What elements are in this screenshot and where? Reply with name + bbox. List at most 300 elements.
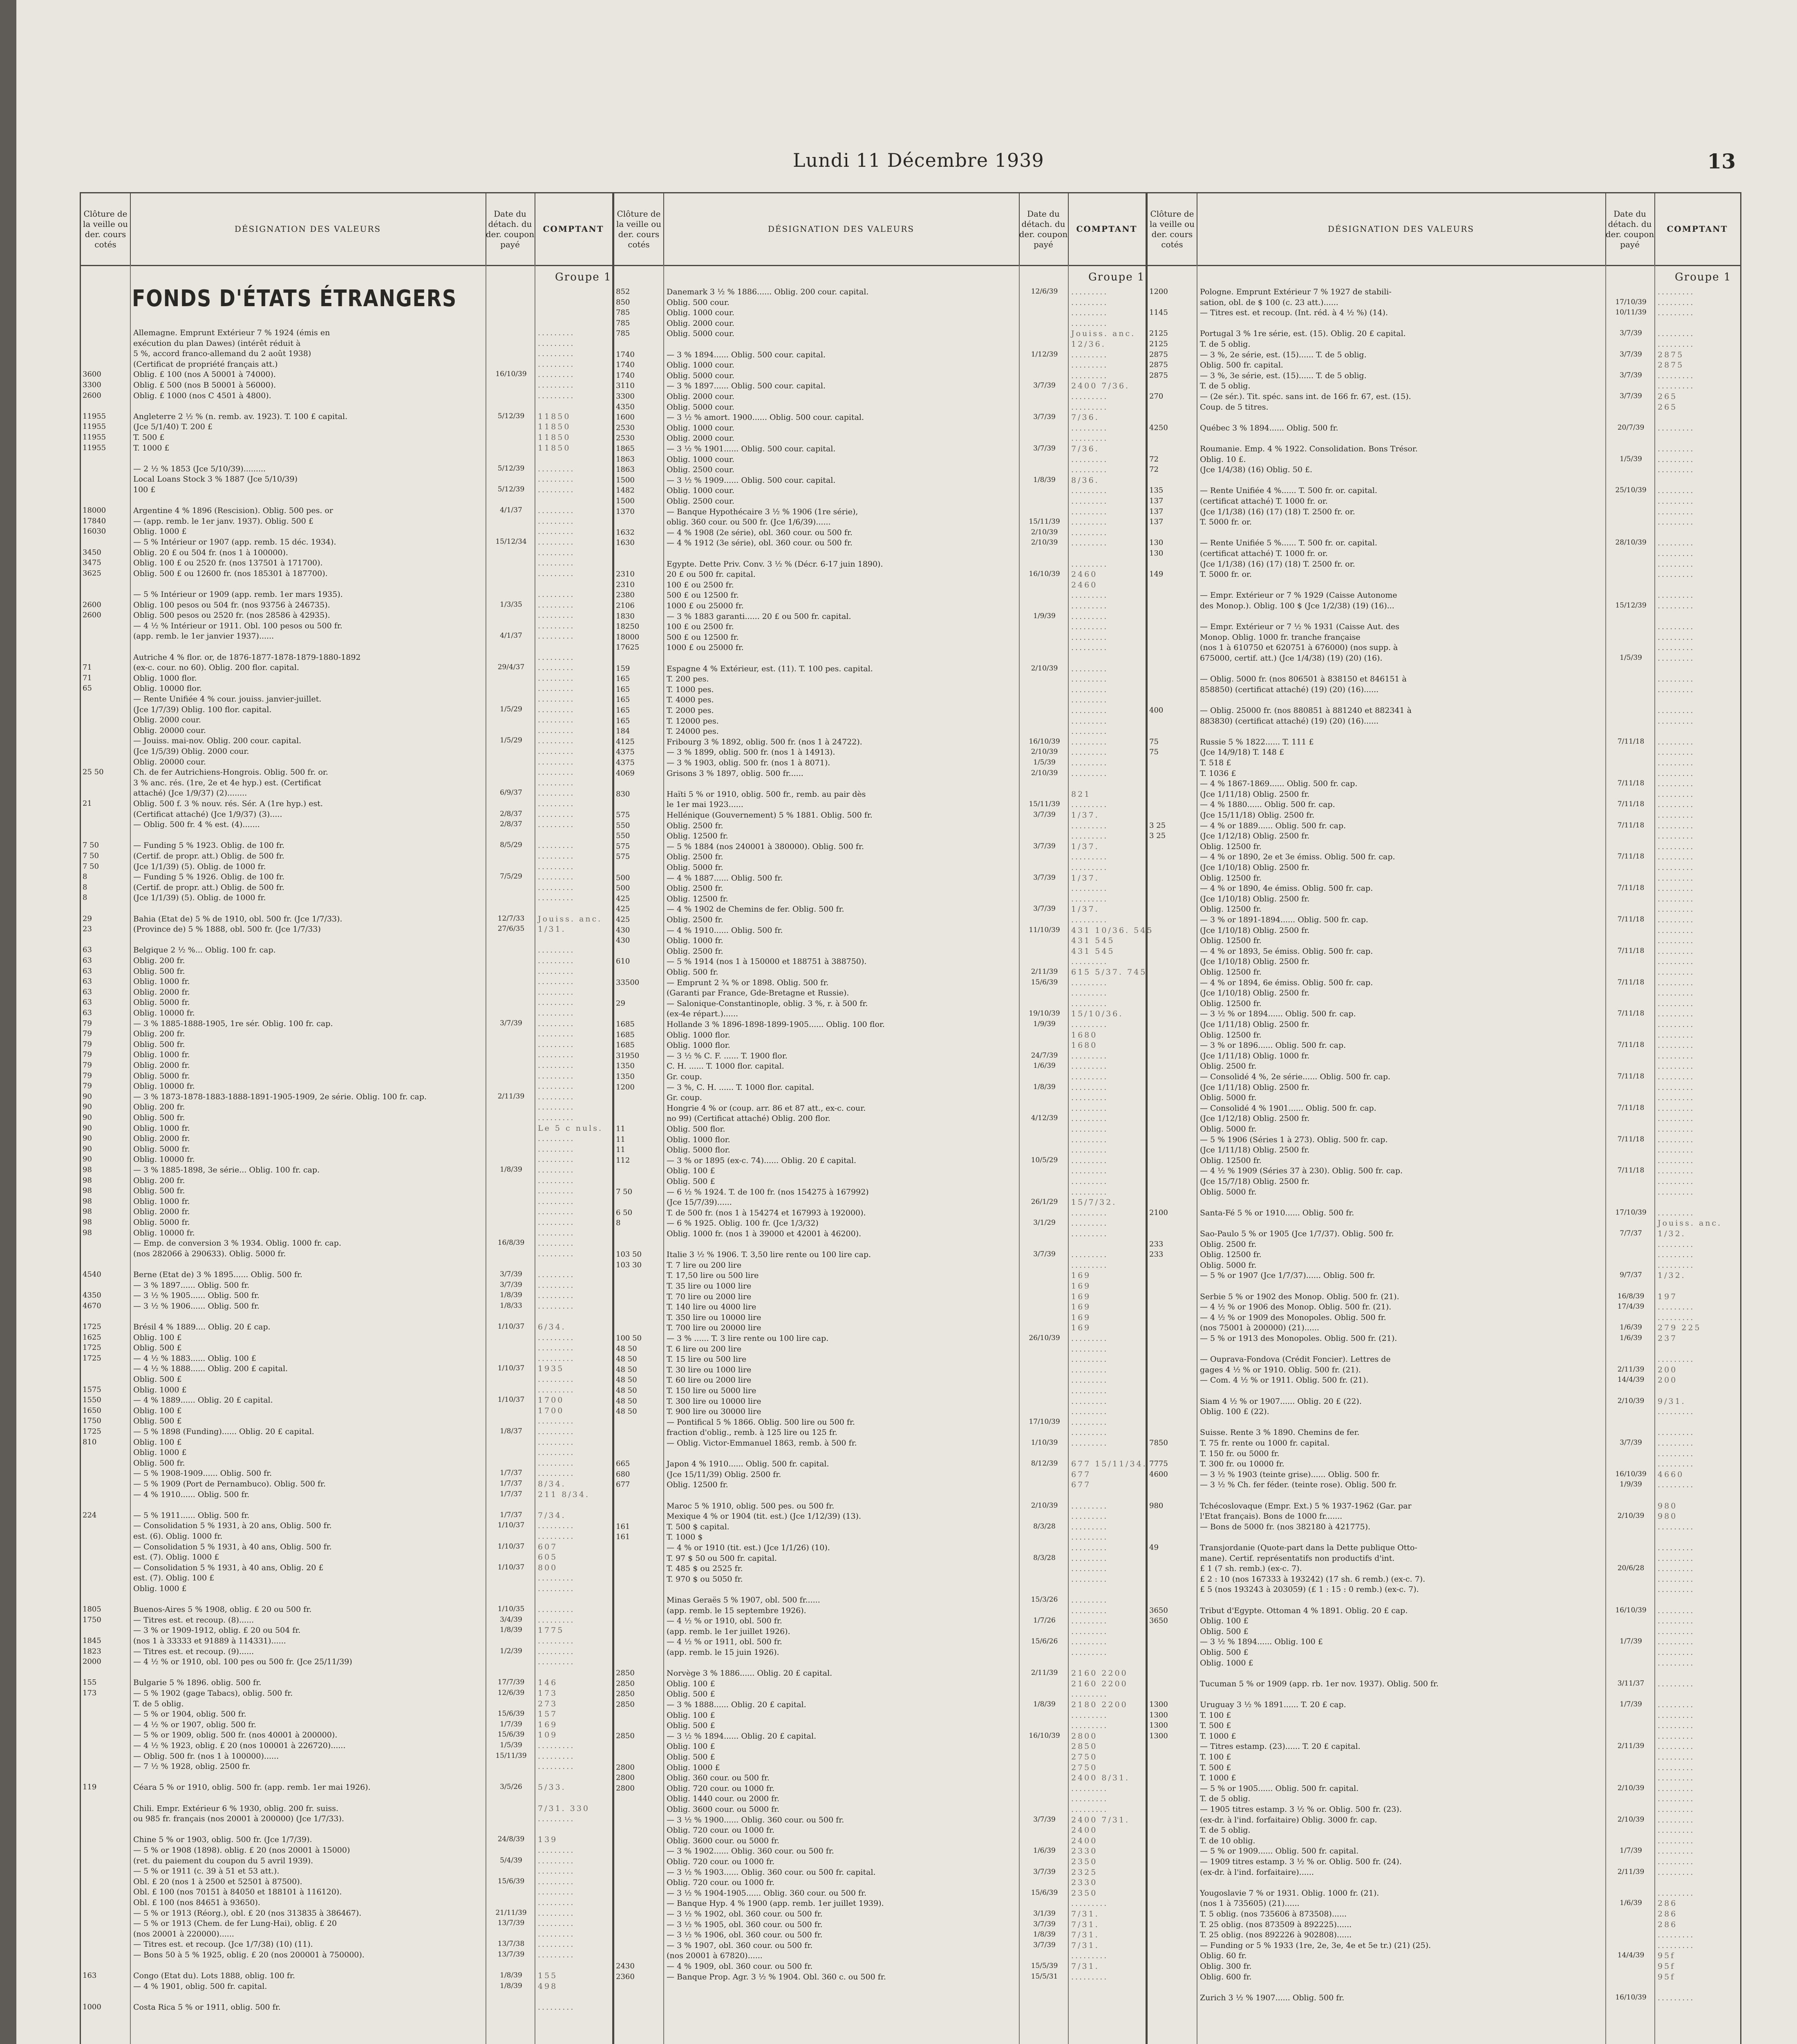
row-designation: Oblig. 500 flor.	[667, 1125, 725, 1134]
leader-dots: .........	[1658, 444, 1695, 453]
list-item	[614, 434, 1146, 444]
row-designation: Hongrie 4 % or (coup. arr. 86 et 87 att., ex-c. cour.	[667, 1103, 866, 1113]
row-comptant: 6/34.	[538, 1322, 566, 1331]
row-designation: — 3 % 1873-1878-1883-1888-1891-1905-1909, 2e série. Oblig. 100 fr. cap.	[133, 1092, 427, 1101]
row-designation: Gr. coup.	[667, 1093, 702, 1103]
list-item	[1148, 1250, 1740, 1260]
row-designation: Hellénique (Gouvernement) 5 % 1881. Oblig. 500 fr.	[667, 811, 873, 820]
row-designation: Oblig. 200 fr.	[133, 956, 185, 965]
list-item	[81, 1009, 612, 1018]
row-designation: Oblig. 500 cour.	[667, 298, 730, 307]
row-cloture: 785	[616, 329, 630, 338]
row-date-detach: 5/12/39	[497, 464, 525, 473]
leader-dots: .........	[1071, 1428, 1108, 1437]
leader-dots: .........	[538, 1867, 575, 1876]
row-designation: — 5 % Intérieur or 1907 (app. remb. 15 déc. 1934).	[133, 538, 336, 547]
row-cloture: 1500	[616, 475, 635, 484]
row-cloture: 184	[616, 727, 630, 736]
list-item	[614, 1721, 1146, 1731]
row-cloture: 2600	[83, 391, 101, 400]
row-date-detach: 7/11/18	[1617, 884, 1645, 892]
row-date-detach: 14/4/39	[1617, 1376, 1645, 1384]
row-cloture: 90	[83, 1134, 92, 1143]
leader-dots: .........	[1658, 570, 1695, 579]
row-designation: T. 5000 fr. or.	[1200, 570, 1252, 579]
list-item	[81, 758, 612, 767]
list-item	[1148, 685, 1740, 695]
row-cloture: 430	[616, 926, 630, 935]
row-comptant: 2325	[1071, 1867, 1098, 1877]
row-designation: Oblig. 1000 £	[667, 1763, 720, 1772]
list-item	[1148, 1271, 1740, 1281]
row-designation: Oblig. 1000 £	[133, 1385, 187, 1394]
leader-dots: .........	[1658, 329, 1695, 338]
list-item	[1148, 1522, 1740, 1532]
row-date-detach: 1/7/37	[500, 1469, 522, 1477]
row-designation: Oblig. 1000 flor.	[667, 1041, 730, 1050]
leader-dots: .........	[1658, 1585, 1695, 1594]
row-date-detach: 16/10/39	[1029, 1731, 1060, 1740]
list-item	[81, 841, 612, 851]
leader-dots: .........	[1071, 1208, 1108, 1217]
list-item	[81, 475, 612, 484]
row-designation: Tucuman 5 % or 1909 (app. rb. 1er nov. 1937). Oblig. 500 fr.	[1200, 1679, 1439, 1688]
row-cloture: 17625	[616, 643, 640, 652]
leader-dots: .........	[1071, 1637, 1108, 1647]
list-item	[614, 1659, 1146, 1668]
row-cloture: 1625	[83, 1333, 101, 1342]
row-cloture: 3475	[83, 558, 101, 567]
leader-dots: .........	[538, 778, 575, 787]
list-item	[1148, 1868, 1740, 1878]
list-item	[614, 1292, 1146, 1302]
list-item	[1148, 591, 1740, 601]
row-designation: Oblig. 12500 fr.	[1200, 968, 1262, 977]
row-designation: — 5 % or 1904, oblig. 500 fr.	[133, 1710, 246, 1719]
row-designation: — 5 % or 1909...... Oblig. 500 fr. capital.	[1200, 1847, 1359, 1856]
leader-dots: .........	[1071, 1951, 1108, 1961]
row-designation: (Jce 1/12/18) Oblig. 2500 fr.	[1200, 831, 1310, 841]
list-item	[1148, 1878, 1740, 1888]
row-cloture: 2360	[616, 1972, 635, 1981]
list-item	[614, 424, 1146, 433]
row-cloture: 7 50	[83, 841, 99, 850]
row-cloture: 48 50	[616, 1407, 637, 1416]
row-cloture: 98	[83, 1207, 92, 1216]
leader-dots: .........	[1071, 1596, 1108, 1605]
list-item	[81, 1584, 612, 1594]
list-item	[1148, 486, 1740, 496]
row-cloture: 425	[616, 905, 630, 914]
row-date-detach: 4/12/39	[1031, 1114, 1058, 1123]
leader-dots: .........	[1658, 1480, 1695, 1490]
leader-dots: .........	[1658, 1156, 1695, 1165]
list-item	[81, 517, 612, 527]
list-item	[81, 1982, 612, 1992]
list-item	[614, 894, 1146, 904]
row-date-detach: 2/10/39	[1031, 748, 1058, 756]
row-cloture: 3600	[83, 370, 101, 379]
list-item	[1148, 717, 1740, 726]
row-cloture: 98	[83, 1186, 92, 1195]
row-designation: (app. remb. le 1er juillet 1926).	[667, 1627, 790, 1636]
list-item	[1148, 1983, 1740, 1992]
row-comptant: 1/37.	[1071, 873, 1099, 883]
list-item	[1148, 1930, 1740, 1940]
row-designation: Oblig. 5000 fr.	[1200, 1187, 1257, 1197]
row-designation: Oblig. 500 fr. capital.	[1200, 361, 1283, 370]
row-cloture: 137	[1149, 507, 1164, 516]
row-designation: Oblig. 2000 cour.	[667, 392, 734, 401]
list-item	[1148, 1502, 1740, 1511]
row-cloture: 1300	[1149, 1700, 1168, 1709]
row-cloture: 11955	[83, 433, 106, 442]
list-item	[81, 1343, 612, 1353]
row-comptant: 8/34.	[538, 1479, 566, 1488]
row-cloture: 161	[616, 1522, 630, 1531]
row-designation: — 3 ½ % 1904-1905...... Oblig. 360 cour. ou 500 fr.	[667, 1888, 867, 1898]
row-designation: (Jce 1/10/18) Oblig. 2500 fr.	[1200, 863, 1310, 872]
list-item	[614, 1156, 1146, 1166]
leader-dots: .........	[1658, 1313, 1695, 1322]
row-designation: T. de 10 oblig.	[1200, 1836, 1255, 1845]
list-item	[614, 1031, 1146, 1040]
leader-dots: .........	[1658, 1062, 1695, 1071]
list-item	[81, 925, 612, 935]
list-item	[81, 1898, 612, 1908]
list-item	[614, 1543, 1146, 1553]
row-designation: Brésil 4 % 1889.... Oblig. 20 £ cap.	[133, 1322, 271, 1331]
list-item	[614, 1439, 1146, 1448]
list-item	[81, 433, 612, 443]
row-designation: 100 £	[133, 485, 156, 494]
row-date-detach: 7/11/18	[1617, 1135, 1645, 1143]
row-designation: Russie 5 % 1822...... T. 111 £	[1200, 737, 1314, 746]
scan-edge	[0, 0, 16, 2044]
row-designation: — 4 % or 1890, 2e et 3e émiss. Oblig. 500 fr. cap.	[1200, 852, 1395, 862]
leader-dots: .........	[1071, 1564, 1108, 1573]
list-item	[614, 1072, 1146, 1082]
leader-dots: .........	[538, 1751, 575, 1761]
leader-dots: .........	[538, 1657, 575, 1667]
row-designation: Oblig. 1000 £	[133, 1448, 187, 1457]
list-item	[1148, 1323, 1740, 1333]
list-item	[1148, 988, 1740, 998]
leader-dots: .........	[1071, 1229, 1108, 1238]
list-item	[614, 1219, 1146, 1228]
list-item	[1148, 1062, 1740, 1071]
row-cloture: 810	[83, 1437, 97, 1446]
list-item	[1148, 1648, 1740, 1658]
list-item	[81, 485, 612, 495]
row-designation: Oblig. 12500 fr.	[1200, 905, 1262, 914]
row-designation: (Certificat attaché) (Jce 1/9/37) (3).....	[133, 809, 282, 819]
row-comptant: 4660	[1658, 1470, 1684, 1479]
list-item	[81, 1867, 612, 1876]
list-item	[81, 1029, 612, 1039]
row-comptant: 11850	[538, 433, 571, 442]
row-cloture: 2600	[83, 611, 101, 620]
list-item	[614, 1135, 1146, 1145]
leader-dots: .........	[1658, 1753, 1695, 1762]
row-comptant: 2750	[1071, 1763, 1098, 1772]
row-designation: (Jce 1/12/18) Oblig. 2500 fr.	[1200, 1114, 1310, 1123]
header-designation: DÉSIGNATION DES VALEURS	[130, 193, 486, 265]
row-comptant: 173	[538, 1689, 558, 1698]
row-designation: — Salonique-Constantinople, oblig. 3 %, r. à 500 fr.	[667, 999, 868, 1008]
list-item	[614, 1847, 1146, 1856]
list-item	[1148, 842, 1740, 852]
row-designation: Oblig. 12500 fr.	[667, 831, 728, 841]
list-item	[614, 737, 1146, 747]
row-designation: Oblig. 2000 fr.	[133, 1207, 190, 1217]
row-date-detach: 7/11/18	[1617, 737, 1645, 746]
row-designation: exécution du plan Dawes) (intérêt réduit à	[133, 338, 301, 348]
row-date-detach: 1/8/39	[1033, 475, 1056, 484]
leader-dots: .........	[1658, 811, 1695, 820]
row-date-detach: 1/10/39	[1031, 1439, 1058, 1447]
row-cloture: 785	[616, 318, 630, 327]
leader-dots: .........	[1071, 1543, 1108, 1552]
row-date-detach: 1/8/33	[500, 1301, 522, 1310]
row-designation: T. 300 lire ou 10000 lire	[667, 1396, 761, 1406]
row-designation: (Province de) 5 % 1888, obl. 500 fr. (Jce 1/7/33)	[133, 925, 321, 934]
leader-dots: .........	[1071, 434, 1108, 443]
row-date-detach: 1/8/39	[500, 1291, 522, 1300]
row-designation: Oblig. 500 £	[133, 1343, 182, 1353]
row-designation: Oblig. 500 fr.	[133, 1040, 185, 1049]
leader-dots: .........	[1071, 591, 1108, 600]
row-designation: — 4 % 1909, obl. 360 cour. ou 500 fr.	[667, 1962, 813, 1971]
leader-dots: .........	[1071, 1784, 1108, 1793]
row-cloture: 98	[83, 1197, 92, 1206]
row-comptant: 155	[538, 1971, 558, 1981]
row-date-detach: 3/7/39	[1033, 1815, 1056, 1824]
leader-dots: .........	[1658, 423, 1695, 433]
row-designation: — 3 % 1907, obl. 360 cour. ou 500 fr.	[667, 1941, 813, 1950]
row-designation: — Jouiss. mai-nov. Oblig. 200 cour. capital.	[133, 736, 302, 746]
row-cloture: 1350	[616, 1062, 635, 1071]
row-cloture: 165	[616, 716, 630, 725]
list-item	[1148, 497, 1740, 507]
list-item	[614, 706, 1146, 716]
row-designation: — 4 ½ % Intérieur or 1911. Obl. 100 pesos ou 500 fr.	[133, 621, 342, 630]
row-designation: (Jce 1/10/18) Oblig. 2500 fr.	[1200, 926, 1310, 935]
row-designation: Oblig. 1000 flor.	[667, 1030, 730, 1040]
list-item	[1148, 1596, 1740, 1605]
list-item	[614, 1470, 1146, 1480]
row-cloture: 575	[616, 842, 630, 851]
list-item	[81, 1521, 612, 1531]
header-cloture: Clôture de la veille ou der. cours cotés	[614, 193, 664, 265]
row-designation: £ 5 (nos 193243 à 203059) (£ 1 : 15 : 0 remb.) (ex-c. 7).	[1200, 1585, 1419, 1594]
leader-dots: .........	[1071, 1648, 1108, 1657]
row-designation: gages 4 ½ % or 1910. Oblig. 500 fr. (21).	[1200, 1365, 1361, 1374]
leader-dots: .........	[538, 621, 575, 630]
row-designation: Oblig. 2000 fr.	[133, 987, 190, 997]
list-item	[1148, 1397, 1740, 1407]
row-designation: — (app. remb. le 1er janv. 1937). Oblig. 500 £	[133, 516, 313, 526]
row-comptant: 431 545	[1071, 946, 1115, 956]
row-comptant: 157	[538, 1710, 558, 1719]
row-designation: — 3 %, 3e série, est. (15)...... T. de 5 oblig.	[1200, 371, 1367, 380]
list-item	[614, 811, 1146, 820]
list-item	[614, 633, 1146, 643]
list-item	[81, 1207, 612, 1217]
row-designation: — 5 % 1898 (Funding)...... Oblig. 20 £ capital.	[133, 1427, 314, 1436]
list-item	[614, 1889, 1146, 1898]
row-comptant: 109	[538, 1730, 558, 1740]
row-designation: 883830) (certificat attaché) (19) (20) (16)......	[1200, 716, 1379, 726]
row-date-detach: 7/7/37	[1620, 1229, 1642, 1237]
list-item	[1148, 1282, 1740, 1291]
list-item	[614, 821, 1146, 831]
list-item	[81, 1950, 612, 1960]
row-designation: (Jce 15/11/18) Oblig. 2500 fr.	[1200, 811, 1315, 820]
list-item	[1148, 643, 1740, 653]
row-designation: Oblig. 1000 cour.	[667, 361, 734, 370]
row-comptant: 169	[538, 1720, 558, 1729]
list-item	[1148, 1365, 1740, 1375]
row-comptant: 265	[1658, 392, 1678, 401]
row-cloture: 165	[616, 706, 630, 715]
row-designation: 100 £ ou 2500 fr.	[667, 622, 734, 632]
list-item	[614, 538, 1146, 548]
row-cloture: 1500	[616, 497, 635, 505]
row-designation: — Funding or 5 % 1933 (1re, 2e, 3e, 4e et 5e tr.) (21) (25).	[1200, 1941, 1431, 1950]
list-item	[1148, 340, 1740, 350]
leader-dots: .........	[1658, 988, 1695, 998]
row-date-detach: 3/7/39	[1033, 1941, 1056, 1949]
leader-dots: .........	[1071, 507, 1108, 516]
row-comptant: 1/32.	[1658, 1229, 1686, 1238]
row-cloture: 852	[616, 287, 630, 296]
row-date-detach: 15/6/39	[1031, 1888, 1058, 1897]
row-designation: T. 150 lire ou 5000 lire	[667, 1386, 756, 1395]
row-designation: Oblig. 20000 cour.	[133, 757, 206, 766]
leader-dots: .........	[1071, 559, 1108, 569]
row-date-detach: 1/7/39	[1620, 1637, 1642, 1646]
row-designation: — 5 % or 1905...... Oblig. 500 fr. capital.	[1200, 1784, 1359, 1793]
leader-dots: .........	[1658, 1637, 1695, 1647]
row-cloture: 2000	[83, 1657, 101, 1666]
row-comptant: 7/31. 330	[538, 1804, 590, 1813]
row-designation: — Titres est. et recoup. (Int. réd. à 4 ½ %) (14).	[1200, 308, 1388, 318]
row-cloture: 3650	[1149, 1616, 1168, 1625]
row-designation: — 3 ½ % 1901...... Oblig. 500 cour. capital.	[667, 444, 836, 453]
row-date-detach: 3/7/39	[1033, 444, 1056, 453]
list-item	[614, 612, 1146, 622]
row-date-detach: 7/11/18	[1617, 915, 1645, 923]
row-cloture: 1750	[83, 1416, 101, 1425]
leader-dots: .........	[1071, 978, 1108, 987]
list-item	[614, 1198, 1146, 1208]
list-item	[81, 642, 612, 652]
row-designation: Autriche 4 % flor. or, de 1876-1877-1878-1879-1880-1892	[133, 652, 361, 662]
column-header	[81, 193, 612, 266]
row-date-detach: 1/9/39	[1620, 1480, 1642, 1489]
row-designation: Oblig. 12500 fr.	[1200, 999, 1262, 1008]
row-cloture: 90	[83, 1113, 92, 1122]
row-designation: — Banque Hypothécaire 3 ½ % 1906 (1re série),	[667, 507, 858, 516]
row-designation: — 3 ½ % 1902, obl. 360 cour. ou 500 fr.	[667, 1910, 823, 1918]
row-cloture: 7850	[1149, 1439, 1168, 1447]
row-comptant: 7/31.	[1071, 1941, 1099, 1950]
row-comptant: 211 8/34.	[538, 1490, 590, 1499]
list-item	[81, 883, 612, 893]
leader-dots: .........	[1071, 1072, 1108, 1081]
list-item	[1148, 1439, 1740, 1448]
row-cloture: 90	[83, 1144, 92, 1153]
row-cloture: 550	[616, 831, 630, 840]
leader-dots: .........	[1658, 1051, 1695, 1060]
list-item	[1148, 528, 1740, 538]
row-designation: T. 500 £	[1200, 1763, 1231, 1772]
row-designation: (nos 75001 à 200000) (21)......	[1200, 1323, 1319, 1333]
row-designation: T. 97 $ 50 ou 500 fr. capital.	[667, 1553, 777, 1563]
row-date-detach: 3/7/39	[1033, 873, 1056, 882]
row-comptant: 2400 7/31.	[1071, 1815, 1130, 1824]
list-item	[614, 319, 1146, 329]
list-item	[81, 977, 612, 987]
leader-dots: .........	[1658, 926, 1695, 935]
row-designation: — 4 % or 1889...... Oblig. 500 fr. cap.	[1200, 821, 1346, 830]
row-cloture: 1725	[83, 1354, 101, 1363]
leader-dots: .........	[538, 1615, 575, 1625]
row-cloture: 4125	[616, 737, 635, 746]
row-designation: — Rente Unifiée 5 %...... T. 500 fr. or. capital.	[1200, 538, 1377, 548]
leader-dots: .........	[1658, 340, 1695, 349]
row-cloture: 79	[83, 1050, 92, 1059]
list-item	[81, 1092, 612, 1102]
leader-dots: .........	[1658, 1710, 1695, 1720]
row-cloture: 8	[616, 1219, 621, 1228]
groupe-label: Groupe 1	[555, 271, 612, 283]
list-item	[81, 705, 612, 715]
row-designation: — 5 % or 1911 (c. 39 à 51 et 53 att.).	[133, 1867, 280, 1876]
row-designation: — 1905 titres estamp. 3 ½ % or. Oblig. 500 fr. (23).	[1200, 1805, 1402, 1814]
row-comptant: 95f	[1658, 1972, 1676, 1981]
list-item	[1148, 1543, 1740, 1553]
row-comptant: 2460	[1071, 570, 1098, 579]
list-item	[614, 497, 1146, 507]
list-item	[81, 527, 612, 537]
list-item	[81, 1825, 612, 1835]
row-cloture: 1350	[616, 1072, 635, 1081]
row-designation: Belgique 2 ½ %... Oblig. 100 fr. cap.	[133, 946, 276, 955]
row-designation: (Jce 1/4/38) (16) Oblig. 50 £.	[1200, 465, 1313, 475]
list-item	[614, 1302, 1146, 1312]
row-comptant: 237	[1658, 1334, 1678, 1343]
row-cloture: 2530	[616, 423, 635, 432]
row-comptant: 200	[1658, 1376, 1678, 1385]
list-item	[1148, 884, 1740, 894]
row-designation: attaché) (Jce 1/9/37) (2)........	[133, 789, 247, 798]
list-item	[614, 622, 1146, 632]
row-cloture: 63	[83, 987, 92, 996]
row-cloture: 1300	[1149, 1731, 1168, 1740]
list-item	[81, 381, 612, 390]
leader-dots: .........	[1071, 538, 1108, 548]
row-date-detach: 5/12/39	[497, 485, 525, 493]
list-item	[1148, 1815, 1740, 1825]
row-designation: — 4 ½ % or 1906 des Monop. Oblig. 500 fr. (21).	[1200, 1302, 1392, 1312]
row-designation: Oblig. 100 £ ou 2520 fr. (nos 137501 à 171700).	[133, 558, 323, 568]
leader-dots: .........	[538, 1919, 575, 1928]
list-item	[1148, 1889, 1740, 1898]
list-item	[81, 632, 612, 641]
leader-dots: .........	[1071, 1083, 1108, 1092]
